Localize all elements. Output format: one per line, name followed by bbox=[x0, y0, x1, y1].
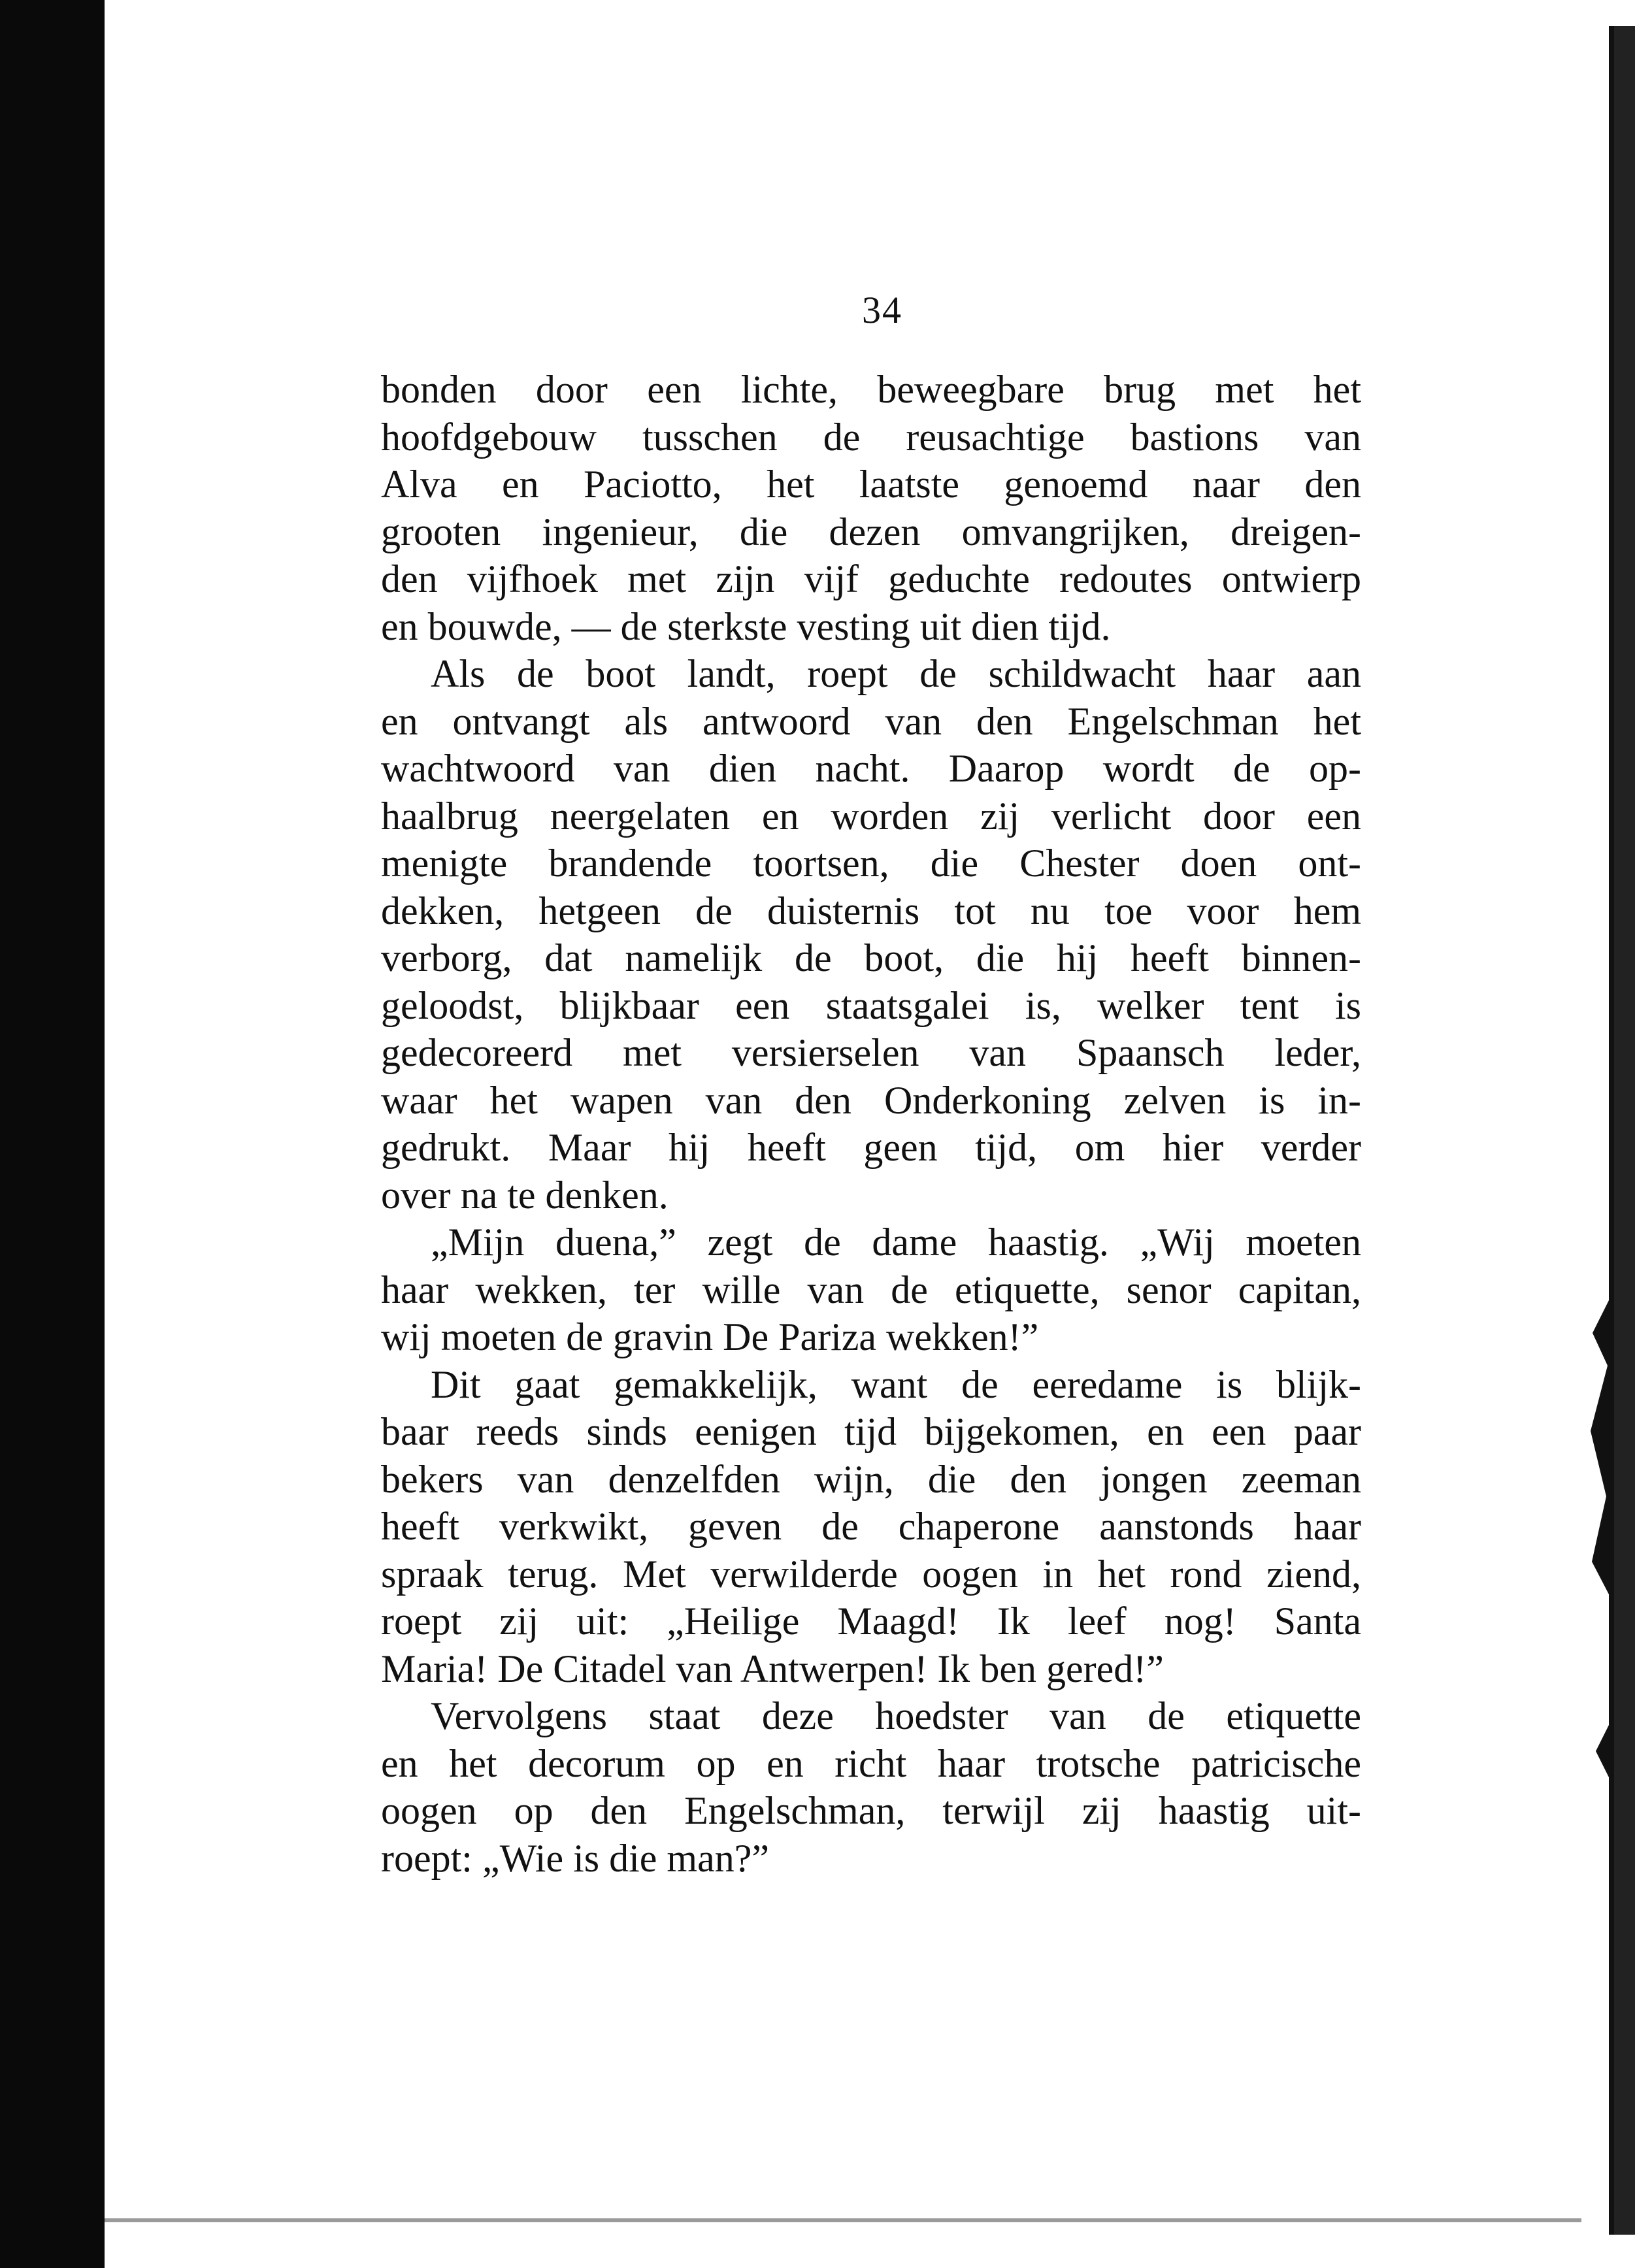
page-number: 34 bbox=[862, 289, 902, 331]
scan-edge-right bbox=[1589, 26, 1635, 2235]
text-line: grooten ingenieur, die dezen omvangrijken, dreigen- bbox=[381, 510, 1361, 553]
text-line: menigte brandende toortsen, die Chester doen ont- bbox=[381, 842, 1361, 885]
text-line: Dit gaat gemakkelijk, want de eeredame is blijk- bbox=[431, 1362, 1361, 1406]
text-line: Vervolgens staat deze hoedster van de etiquette bbox=[431, 1694, 1361, 1737]
text-line: haalbrug neergelaten en worden zij verlicht door een bbox=[381, 794, 1361, 838]
text-line: en het decorum op en richt haar trotsche patricische bbox=[381, 1741, 1361, 1785]
body-text bbox=[381, 366, 1361, 1882]
text-line: haar wekken, ter wille van de etiquette, senor capitan, bbox=[381, 1268, 1361, 1311]
text-line: oogen op den Engelschman, terwijl zij haastig uit- bbox=[381, 1789, 1361, 1832]
text-line: „Mijn duena,” zegt de dame haastig. „Wij moeten bbox=[431, 1221, 1361, 1264]
text-line: den vijfhoek met zijn vijf geduchte redoutes ontwierp bbox=[381, 557, 1361, 600]
text-line: hoofdgebouw tusschen de reusachtige bastions van bbox=[381, 415, 1361, 459]
text-line: wachtwoord van dien nacht. Daarop wordt de op- bbox=[381, 747, 1361, 790]
text-line: en ontvangt als antwoord van den Engelschman het bbox=[381, 699, 1361, 743]
text-line: geloodst, blijkbaar een staatsgalei is, welker tent is bbox=[381, 983, 1361, 1027]
text-line: bonden door een lichte, beweegbare brug met het bbox=[381, 368, 1361, 411]
text-line: roept: „Wie is die man?” bbox=[381, 1836, 769, 1880]
text-line: waar het wapen van den Onderkoning zelven is in- bbox=[381, 1078, 1361, 1122]
text-line: spraak terug. Met verwilderde oogen in het rond ziend, bbox=[381, 1552, 1361, 1596]
text-line: gedecoreerd met versierselen van Spaansch leder, bbox=[381, 1031, 1361, 1074]
text-line: Alva en Paciotto, het laatste genoemd naar den bbox=[381, 463, 1361, 506]
text-line: Maria! De Citadel van Antwerpen! Ik ben gered!” bbox=[381, 1647, 1164, 1690]
text-line: bekers van denzelfden wijn, die den jongen zeeman bbox=[381, 1457, 1361, 1501]
text-line: verborg, dat namelijk de boot, die hij heeft binnen- bbox=[381, 936, 1361, 979]
text-line: roept zij uit: „Heilige Maagd! Ik leef nog! Santa bbox=[381, 1600, 1361, 1643]
scan-edge-bottom bbox=[105, 2218, 1581, 2222]
text-line: Als de boot landt, roept de schildwacht haar aan bbox=[431, 652, 1361, 695]
text-line: gedrukt. Maar hij heeft geen tijd, om hier verder bbox=[381, 1126, 1361, 1169]
text-line: en bouwde, — de sterkste vesting uit dien tijd. bbox=[381, 604, 1111, 648]
text-line: over na te denken. bbox=[381, 1173, 669, 1217]
text-line: wij moeten de gravin De Pariza wekken!” bbox=[381, 1315, 1039, 1358]
text-line: dekken, hetgeen de duisternis tot nu toe voor hem bbox=[381, 889, 1361, 932]
scan-edge-left bbox=[0, 0, 105, 2268]
text-line: heeft verkwikt, geven de chaperone aanstonds haar bbox=[381, 1505, 1361, 1548]
text-line: baar reeds sinds eenigen tijd bijgekomen, en een paar bbox=[381, 1410, 1361, 1453]
